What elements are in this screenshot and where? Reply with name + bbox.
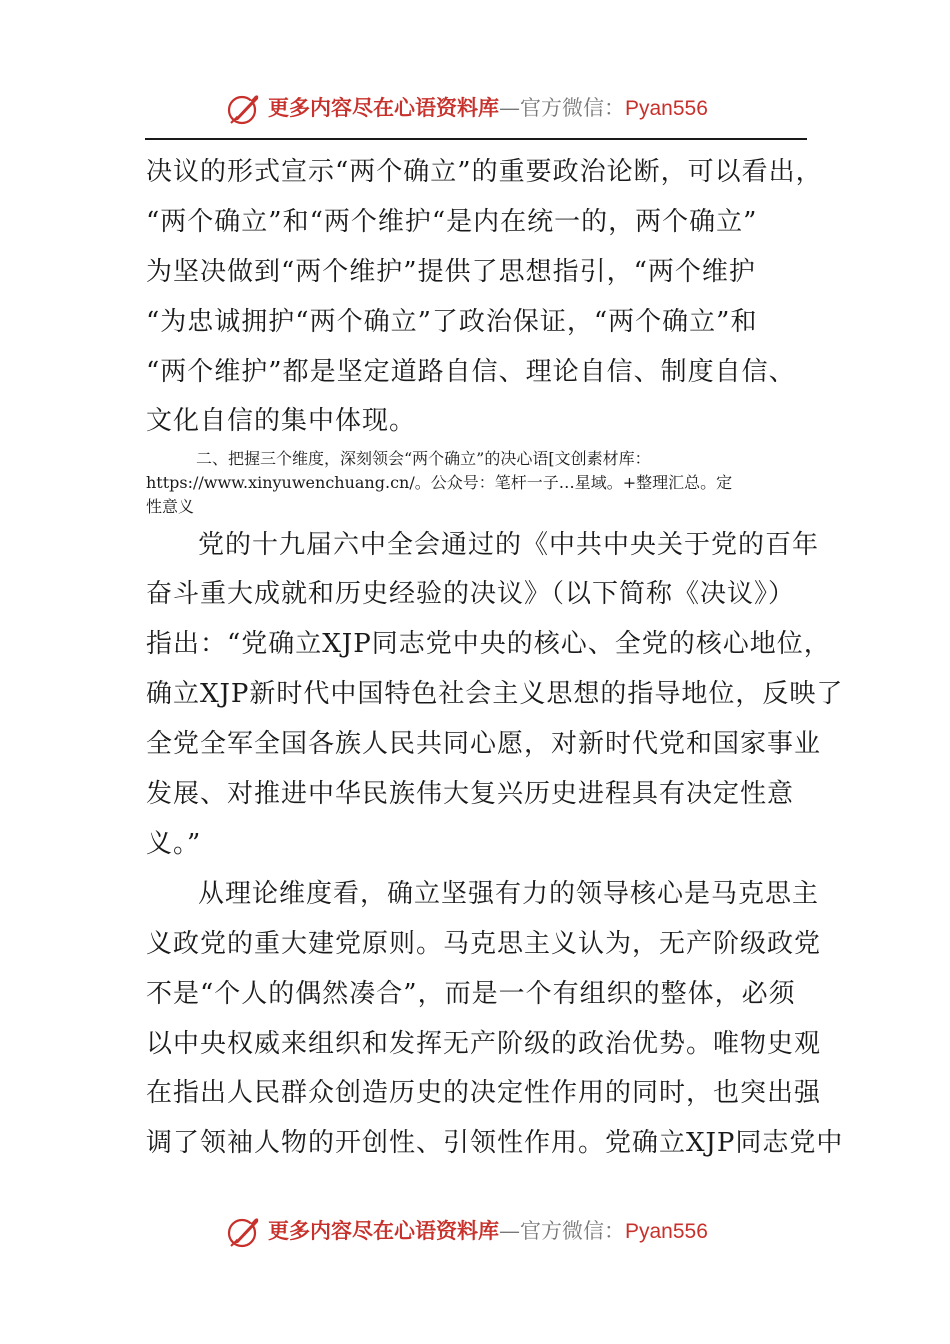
text-line: 决议的形式宣示“两个确立”的重要政治论断，可以看出， [146, 157, 823, 187]
banner-title: 更多内容尽在心语资料库 [268, 95, 499, 120]
text-line: 发展、对推进中华民族伟大复兴历史进程具有决定性意 [146, 779, 795, 809]
quill-pen-logo-icon [225, 90, 263, 128]
banner-wechat-label: —官方微信： [499, 96, 625, 120]
text-line: 调了领袖人物的开创性、引领性作用。党确立XJP同志党中 [146, 1128, 844, 1158]
banner-wechat-id: Pyan556 [625, 97, 708, 120]
text-line: “为忠诚拥护“两个确立”了政治保证，“两个确立”和 [146, 307, 758, 337]
text-line: 不是“个人的偶然凑合”，而是一个有组织的整体，必须 [146, 979, 796, 1009]
text-line: 指出：“党确立XJP同志党中央的核心、全党的核心地位， [146, 629, 831, 659]
header-divider [145, 138, 807, 140]
text-line: 全党全军全国各族人民共同心愿，对新时代党和国家事业 [146, 729, 822, 759]
header-banner [0, 88, 950, 128]
text-line: 党的十九届六中全会通过的《中共中央关于党的百年 [198, 530, 820, 560]
text-line: 奋斗重大成就和历史经验的决议》（以下简称《决议》） [146, 579, 796, 609]
text-line: 文化自信的集中体现。 [146, 406, 417, 436]
footer-banner [0, 1211, 950, 1251]
heading-line: 二、把握三个维度，深刻领会“两个确立”的决心语[文创素材库： [196, 449, 651, 468]
text-line: 以中央权威来组织和发挥无产阶级的政治优势。唯物史观 [146, 1029, 822, 1059]
text-line: 从理论维度看，确立坚强有力的领导核心是马克思主 [198, 879, 820, 909]
text-line: “两个维护”都是坚定道路自信、理论自信、制度自信、 [146, 357, 796, 387]
text-line: 义政党的重大建党原则。马克思主义认为，无产阶级政党 [146, 929, 822, 959]
banner-wechat-id: Pyan556 [625, 1220, 708, 1243]
text-line: 义。” [146, 829, 202, 859]
banner-title: 更多内容尽在心语资料库 [268, 1218, 499, 1243]
text-line: “两个确立”和“两个维护“是内在统一的，两个确立” [146, 207, 758, 237]
text-line: 确立XJP新时代中国特色社会主义思想的指导地位，反映了 [146, 679, 844, 709]
text-line: 在指出人民群众创造历史的决定性作用的同时，也突出强 [146, 1078, 822, 1108]
banner-wechat-label: —官方微信： [499, 1219, 625, 1243]
quill-pen-logo-icon [225, 1213, 263, 1251]
text-line: 为坚决做到“两个维护”提供了思想指引，“两个维护 [146, 257, 756, 287]
heading-line: 性意义 [146, 497, 195, 516]
heading-line: https://www.xinyuwenchuang.cn/。公众号：笔杆一子…星域。+整理汇总。定 [146, 473, 733, 492]
